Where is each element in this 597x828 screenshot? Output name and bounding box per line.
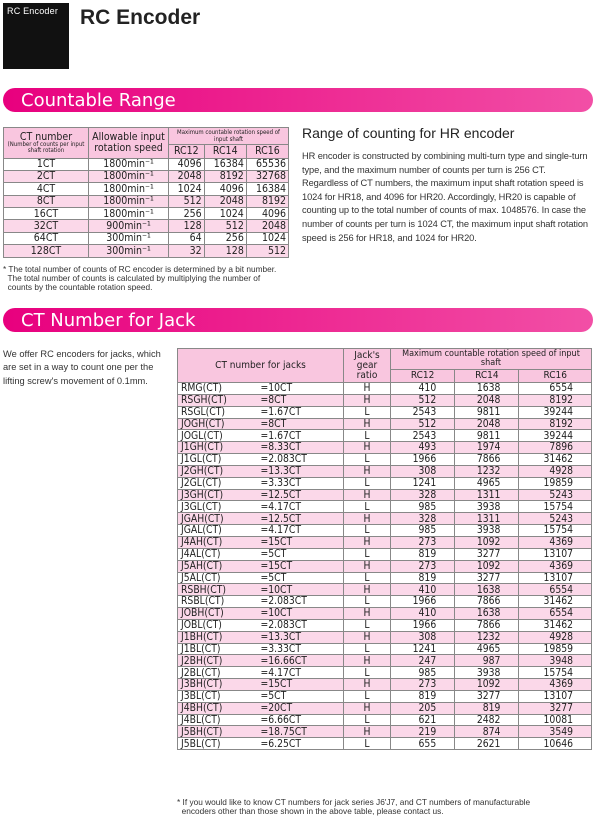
rc16-cell: 4096 <box>246 208 288 220</box>
rc14-cell: 9811 <box>455 430 519 442</box>
rc16-cell: 5243 <box>519 489 592 501</box>
rc16-cell: 8192 <box>519 418 592 430</box>
jack-table <box>177 348 592 750</box>
col-ct-number <box>4 128 89 159</box>
allowable-speed-cell: 1800min⁻¹ <box>89 158 169 170</box>
ct-number-cell: 4CT <box>4 183 89 195</box>
table-row <box>178 477 592 489</box>
rc16-cell: 10646 <box>519 738 592 750</box>
rc16-cell: 31462 <box>519 596 592 608</box>
rc14-cell: 4965 <box>455 643 519 655</box>
gear-ratio-cell: H <box>344 679 391 691</box>
col-rc16: RC16 <box>246 145 288 159</box>
jack-name-cell: J5BH(CT) <box>178 726 258 738</box>
table-row <box>178 418 592 430</box>
ct-number-cell: 2CT <box>4 170 89 182</box>
rc14-cell: 128 <box>204 245 246 257</box>
jack-name-cell: RMG(CT) <box>178 383 258 395</box>
col-allowable-speed: Allowable input rotation speed <box>89 128 169 159</box>
col-gear-ratio: Jack's gear ratio <box>344 349 391 383</box>
gear-ratio-cell: H <box>344 655 391 667</box>
section-band-countable-range <box>3 88 593 112</box>
gear-ratio-cell: H <box>344 702 391 714</box>
jack-name-cell: J3GH(CT) <box>178 489 258 501</box>
jack-name-cell: J1BH(CT) <box>178 631 258 643</box>
gear-ratio-cell: H <box>344 560 391 572</box>
table-row <box>4 232 289 244</box>
rc16-cell: 8192 <box>519 394 592 406</box>
rc16-cell: 31462 <box>519 454 592 466</box>
col-max-speed: Maximum countable rotation speed of input shaft <box>391 349 592 370</box>
ct-number-cell: 128CT <box>4 245 89 257</box>
rc16-cell: 2048 <box>246 220 288 232</box>
gear-ratio-cell: L <box>344 667 391 679</box>
jack-ct-cell: =15CT <box>258 560 344 572</box>
gear-ratio-cell: H <box>344 418 391 430</box>
allowable-speed-cell: 1800min⁻¹ <box>89 208 169 220</box>
gear-ratio-cell: L <box>344 477 391 489</box>
allowable-speed-cell: 300min⁻¹ <box>89 232 169 244</box>
gear-ratio-cell: L <box>344 454 391 466</box>
rc12-cell: 621 <box>391 714 455 726</box>
table-row <box>4 220 289 232</box>
table-row <box>178 406 592 418</box>
hr-section-body: HR encoder is constructed by combining multi-turn type and single-turn type, and the maximum number of counts per turn is 256 CT. Regardless of CT numbers, the maximum input shaft rotation speed is 1024 for HR18, and 4096 for HR20. Accordingly, HR20 is capable of counting up to the total number of counts of max. 1048576. In case the number of counts per turn is 1024 CT, the maximum input shaft rotation speed is 256 for HR18, and 1024 for HR20. <box>302 151 588 243</box>
rc16-cell: 4928 <box>519 465 592 477</box>
jack-ct-cell: =20CT <box>258 702 344 714</box>
jack-ct-cell: =6.25CT <box>258 738 344 750</box>
rc12-cell: 655 <box>391 738 455 750</box>
rc16-cell: 6554 <box>519 608 592 620</box>
gear-ratio-cell: H <box>344 489 391 501</box>
logo-text: RC Encoder <box>7 6 59 16</box>
rc14-cell: 1232 <box>455 631 519 643</box>
rc12-cell: 512 <box>169 195 205 207</box>
rc12-cell: 1966 <box>391 596 455 608</box>
jack-name-cell: RSBL(CT) <box>178 596 258 608</box>
jack-ct-cell: =16.66CT <box>258 655 344 667</box>
jack-name-cell: J2GH(CT) <box>178 465 258 477</box>
rc12-cell: 247 <box>391 655 455 667</box>
rc16-cell: 32768 <box>246 170 288 182</box>
jack-ct-cell: =10CT <box>258 608 344 620</box>
gear-ratio-cell: H <box>344 383 391 395</box>
rc14-cell: 9811 <box>455 406 519 418</box>
range-table-note <box>3 265 276 292</box>
jack-name-cell: JGAH(CT) <box>178 513 258 525</box>
table-row <box>178 726 592 738</box>
rc16-cell: 4928 <box>519 631 592 643</box>
rc12-cell: 308 <box>391 631 455 643</box>
rc12-cell: 328 <box>391 513 455 525</box>
jack-name-cell: J2GL(CT) <box>178 477 258 489</box>
rc16-cell: 8192 <box>246 195 288 207</box>
table-row <box>178 548 592 560</box>
rc16-cell: 15754 <box>519 667 592 679</box>
rc14-cell: 1024 <box>204 208 246 220</box>
rc12-cell: 493 <box>391 442 455 454</box>
rc12-cell: 819 <box>391 690 455 702</box>
rc16-cell: 13107 <box>519 548 592 560</box>
jack-ct-cell: =18.75CT <box>258 726 344 738</box>
rc16-cell: 6554 <box>519 584 592 596</box>
jack-ct-cell: =4.17CT <box>258 501 344 513</box>
jack-ct-cell: =8CT <box>258 418 344 430</box>
rc16-cell: 5243 <box>519 513 592 525</box>
table-row <box>178 394 592 406</box>
jack-name-cell: JGAL(CT) <box>178 525 258 537</box>
rc14-cell: 2621 <box>455 738 519 750</box>
jack-ct-cell: =15CT <box>258 536 344 548</box>
note-line: * If you would like to know CT numbers for jack series J6'J7, and CT numbers of manufacturable <box>177 797 531 807</box>
jack-name-cell: JOGL(CT) <box>178 430 258 442</box>
rc14-cell: 3938 <box>455 501 519 513</box>
table-row <box>178 596 592 608</box>
allowable-speed-cell: 1800min⁻¹ <box>89 183 169 195</box>
table-row <box>178 608 592 620</box>
rc12-cell: 819 <box>391 572 455 584</box>
rc14-cell: 1092 <box>455 679 519 691</box>
jack-ct-cell: =4.17CT <box>258 525 344 537</box>
rc12-cell: 410 <box>391 584 455 596</box>
rc16-cell: 15754 <box>519 525 592 537</box>
jack-ct-cell: =15CT <box>258 679 344 691</box>
rc16-cell: 19859 <box>519 477 592 489</box>
col-rc12: RC12 <box>169 145 205 159</box>
jack-ct-cell: =8.33CT <box>258 442 344 454</box>
jack-ct-cell: =3.33CT <box>258 643 344 655</box>
table-row <box>178 714 592 726</box>
table-row <box>178 738 592 750</box>
rc14-cell: 4096 <box>204 183 246 195</box>
rc16-cell: 7896 <box>519 442 592 454</box>
rc14-cell: 1638 <box>455 383 519 395</box>
jack-name-cell: JOBH(CT) <box>178 608 258 620</box>
gear-ratio-cell: L <box>344 643 391 655</box>
note-line: counts by the countable rotation speed. <box>3 282 153 292</box>
jack-ct-cell: =2.083CT <box>258 454 344 466</box>
rc16-cell: 4369 <box>519 536 592 548</box>
rc14-cell: 1311 <box>455 513 519 525</box>
rc12-cell: 985 <box>391 667 455 679</box>
gear-ratio-cell: L <box>344 738 391 750</box>
gear-ratio-cell: H <box>344 631 391 643</box>
logo <box>3 3 69 69</box>
jack-table-note <box>177 798 530 816</box>
jack-ct-cell: =12.5CT <box>258 513 344 525</box>
rc16-cell: 6554 <box>519 383 592 395</box>
table-row <box>178 560 592 572</box>
gear-ratio-cell: H <box>344 726 391 738</box>
rc14-cell: 7866 <box>455 596 519 608</box>
rc12-cell: 256 <box>169 208 205 220</box>
rc16-cell: 4369 <box>519 679 592 691</box>
rc14-cell: 874 <box>455 726 519 738</box>
table-row <box>4 195 289 207</box>
col-rc14: RC14 <box>204 145 246 159</box>
rc16-cell: 1024 <box>246 232 288 244</box>
gear-ratio-cell: L <box>344 619 391 631</box>
table-row <box>178 513 592 525</box>
col-rc14: RC14 <box>455 370 519 383</box>
table-row <box>178 536 592 548</box>
section-title: CT Number for Jack <box>21 310 196 331</box>
jack-name-cell: J2BH(CT) <box>178 655 258 667</box>
rc14-cell: 2048 <box>455 418 519 430</box>
jack-name-cell: JOGH(CT) <box>178 418 258 430</box>
rc14-cell: 2048 <box>455 394 519 406</box>
rc14-cell: 4965 <box>455 477 519 489</box>
gear-ratio-cell: H <box>344 513 391 525</box>
jack-name-cell: RSBH(CT) <box>178 584 258 596</box>
rc12-cell: 273 <box>391 679 455 691</box>
rc14-cell: 8192 <box>204 170 246 182</box>
rc12-cell: 985 <box>391 525 455 537</box>
table-row <box>178 679 592 691</box>
rc16-cell: 65536 <box>246 158 288 170</box>
rc16-cell: 16384 <box>246 183 288 195</box>
gear-ratio-cell: H <box>344 536 391 548</box>
table-row <box>4 245 289 257</box>
rc12-cell: 205 <box>391 702 455 714</box>
rc12-cell: 410 <box>391 383 455 395</box>
rc12-cell: 1241 <box>391 477 455 489</box>
jack-ct-cell: =10CT <box>258 383 344 395</box>
table-row <box>178 655 592 667</box>
ct-number-sub-label: (Number of counts per input shaft rotation <box>7 141 85 154</box>
rc16-cell: 3549 <box>519 726 592 738</box>
rc14-cell: 512 <box>204 220 246 232</box>
jack-name-cell: RSGL(CT) <box>178 406 258 418</box>
jack-ct-cell: =10CT <box>258 584 344 596</box>
gear-ratio-cell: L <box>344 525 391 537</box>
rc16-cell: 3948 <box>519 655 592 667</box>
rc16-cell: 13107 <box>519 690 592 702</box>
rc12-cell: 328 <box>391 489 455 501</box>
jack-ct-cell: =13.3CT <box>258 631 344 643</box>
gear-ratio-cell: L <box>344 501 391 513</box>
jack-name-cell: J5AL(CT) <box>178 572 258 584</box>
rc16-cell: 512 <box>246 245 288 257</box>
ct-number-cell: 32CT <box>4 220 89 232</box>
rc16-cell: 3277 <box>519 702 592 714</box>
ct-number-cell: 8CT <box>4 195 89 207</box>
jack-ct-cell: =13.3CT <box>258 465 344 477</box>
jack-name-cell: J1BL(CT) <box>178 643 258 655</box>
table-row <box>178 631 592 643</box>
rc12-cell: 273 <box>391 536 455 548</box>
rc14-cell: 1092 <box>455 536 519 548</box>
rc14-cell: 2482 <box>455 714 519 726</box>
table-row <box>178 501 592 513</box>
jack-name-cell: J3BH(CT) <box>178 679 258 691</box>
rc14-cell: 1638 <box>455 608 519 620</box>
rc14-cell: 1092 <box>455 560 519 572</box>
rc14-cell: 987 <box>455 655 519 667</box>
jack-ct-cell: =6.66CT <box>258 714 344 726</box>
ct-number-label: CT number <box>19 130 73 143</box>
rc14-cell: 1974 <box>455 442 519 454</box>
rc14-cell: 1311 <box>455 489 519 501</box>
table-row <box>178 619 592 631</box>
rc14-cell: 7866 <box>455 619 519 631</box>
rc14-cell: 819 <box>455 702 519 714</box>
allowable-speed-cell: 900min⁻¹ <box>89 220 169 232</box>
jack-ct-cell: =2.083CT <box>258 596 344 608</box>
gear-ratio-cell: L <box>344 572 391 584</box>
table-row <box>178 442 592 454</box>
jack-ct-cell: =5CT <box>258 572 344 584</box>
rc14-cell: 2048 <box>204 195 246 207</box>
rc14-cell: 3277 <box>455 690 519 702</box>
table-row <box>178 430 592 442</box>
rc16-cell: 13107 <box>519 572 592 584</box>
rc14-cell: 16384 <box>204 158 246 170</box>
allowable-speed-cell: 1800min⁻¹ <box>89 195 169 207</box>
jack-name-cell: J3BL(CT) <box>178 690 258 702</box>
gear-ratio-cell: H <box>344 394 391 406</box>
jack-ct-cell: =5CT <box>258 548 344 560</box>
col-ct-for-jacks: CT number for jacks <box>178 349 344 383</box>
rc12-cell: 64 <box>169 232 205 244</box>
rc12-cell: 4096 <box>169 158 205 170</box>
ct-number-cell: 64CT <box>4 232 89 244</box>
col-max-speed: Maximum countable rotation speed of input shaft <box>169 128 289 145</box>
jack-ct-cell: =2.083CT <box>258 619 344 631</box>
rc14-cell: 3938 <box>455 667 519 679</box>
rc14-cell: 3938 <box>455 525 519 537</box>
jack-ct-cell: =4.17CT <box>258 667 344 679</box>
rc12-cell: 308 <box>391 465 455 477</box>
jack-name-cell: J2BL(CT) <box>178 667 258 679</box>
jack-name-cell: J4BH(CT) <box>178 702 258 714</box>
table-row <box>178 702 592 714</box>
rc12-cell: 1966 <box>391 619 455 631</box>
table-row <box>4 208 289 220</box>
ct-number-cell: 1CT <box>4 158 89 170</box>
section-band-ct-number-for-jack <box>3 308 593 332</box>
table-row <box>178 525 592 537</box>
allowable-speed-cell: 300min⁻¹ <box>89 245 169 257</box>
gear-ratio-cell: L <box>344 548 391 560</box>
hr-section-title: Range of counting for HR encoder <box>302 125 515 141</box>
gear-ratio-cell: H <box>344 465 391 477</box>
rc14-cell: 256 <box>204 232 246 244</box>
table-row <box>178 643 592 655</box>
table-row <box>178 454 592 466</box>
rc16-cell: 31462 <box>519 619 592 631</box>
rc16-cell: 19859 <box>519 643 592 655</box>
gear-ratio-cell: L <box>344 406 391 418</box>
note-line: The total number of counts is calculated by multiplying the number of <box>3 273 261 283</box>
rc12-cell: 128 <box>169 220 205 232</box>
jack-ct-cell: =1.67CT <box>258 430 344 442</box>
table-row <box>178 690 592 702</box>
rc14-cell: 3277 <box>455 548 519 560</box>
gear-ratio-cell: L <box>344 430 391 442</box>
jack-ct-cell: =1.67CT <box>258 406 344 418</box>
jack-name-cell: J5AH(CT) <box>178 560 258 572</box>
table-row <box>178 465 592 477</box>
col-rc12: RC12 <box>391 370 455 383</box>
col-rc16: RC16 <box>519 370 592 383</box>
table-row <box>4 183 289 195</box>
table-row <box>178 584 592 596</box>
jack-name-cell: J1GL(CT) <box>178 454 258 466</box>
gear-ratio-cell: H <box>344 584 391 596</box>
jack-intro-text: We offer RC encoders for jacks, which are set in a way to count one per the lifting screw's movement of 0.1mm. <box>3 349 161 386</box>
rc14-cell: 7866 <box>455 454 519 466</box>
rc12-cell: 2048 <box>169 170 205 182</box>
jack-name-cell: J4AH(CT) <box>178 536 258 548</box>
rc12-cell: 32 <box>169 245 205 257</box>
rc16-cell: 15754 <box>519 501 592 513</box>
jack-name-cell: JOBL(CT) <box>178 619 258 631</box>
jack-name-cell: J3GL(CT) <box>178 501 258 513</box>
rc16-cell: 39244 <box>519 406 592 418</box>
table-row <box>178 489 592 501</box>
rc12-cell: 819 <box>391 548 455 560</box>
rc14-cell: 1638 <box>455 584 519 596</box>
rc16-cell: 10081 <box>519 714 592 726</box>
table-row <box>178 383 592 395</box>
rc16-cell: 4369 <box>519 560 592 572</box>
gear-ratio-cell: H <box>344 608 391 620</box>
table-row <box>178 667 592 679</box>
jack-name-cell: J4BL(CT) <box>178 714 258 726</box>
rc12-cell: 512 <box>391 418 455 430</box>
table-row <box>4 170 289 182</box>
rc12-cell: 1966 <box>391 454 455 466</box>
rc12-cell: 273 <box>391 560 455 572</box>
gear-ratio-cell: L <box>344 714 391 726</box>
rc12-cell: 219 <box>391 726 455 738</box>
note-line: * The total number of counts of RC encoder is determined by a bit number. <box>3 264 277 274</box>
note-line: encoders other than those shown in the above table, please contact us. <box>177 806 444 816</box>
jack-ct-cell: =5CT <box>258 690 344 702</box>
rc12-cell: 512 <box>391 394 455 406</box>
rc12-cell: 410 <box>391 608 455 620</box>
rc12-cell: 1024 <box>169 183 205 195</box>
table-row <box>4 158 289 170</box>
gear-ratio-cell: L <box>344 596 391 608</box>
rc12-cell: 2543 <box>391 430 455 442</box>
countable-range-table <box>3 127 289 258</box>
gear-ratio-cell: H <box>344 442 391 454</box>
jack-ct-cell: =3.33CT <box>258 477 344 489</box>
allowable-speed-cell: 1800min⁻¹ <box>89 170 169 182</box>
rc14-cell: 1232 <box>455 465 519 477</box>
rc14-cell: 3277 <box>455 572 519 584</box>
jack-name-cell: J4AL(CT) <box>178 548 258 560</box>
rc12-cell: 2543 <box>391 406 455 418</box>
jack-ct-cell: =8CT <box>258 394 344 406</box>
jack-ct-cell: =12.5CT <box>258 489 344 501</box>
jack-name-cell: RSGH(CT) <box>178 394 258 406</box>
section-title: Countable Range <box>21 90 176 111</box>
table-row <box>178 572 592 584</box>
rc12-cell: 985 <box>391 501 455 513</box>
jack-name-cell: J1GH(CT) <box>178 442 258 454</box>
page-title: RC Encoder <box>80 6 201 29</box>
rc12-cell: 1241 <box>391 643 455 655</box>
rc16-cell: 39244 <box>519 430 592 442</box>
gear-ratio-cell: L <box>344 690 391 702</box>
ct-number-cell: 16CT <box>4 208 89 220</box>
jack-name-cell: J5BL(CT) <box>178 738 258 750</box>
